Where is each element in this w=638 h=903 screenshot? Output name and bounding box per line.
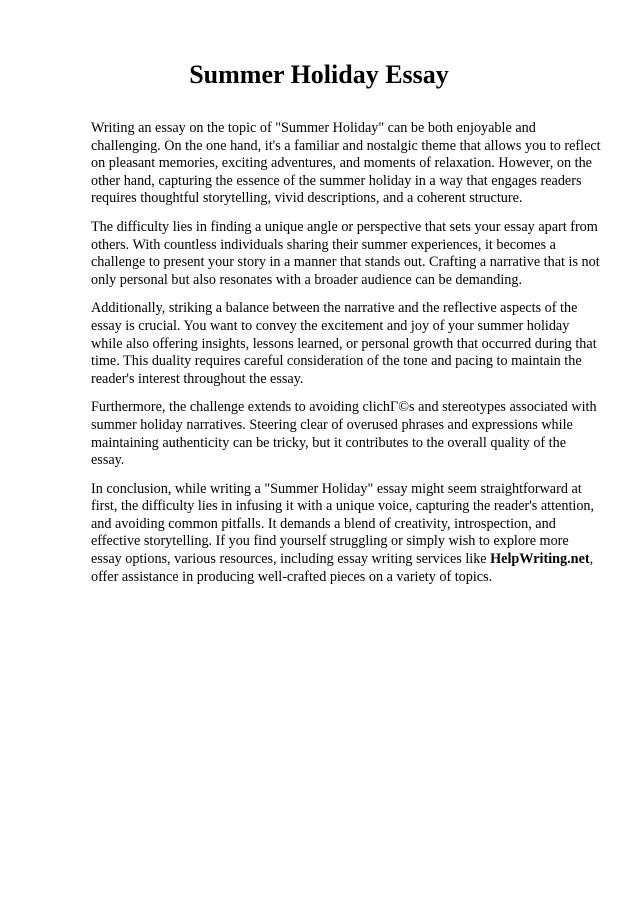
conclusion-text-after: , offer assistance in producing well-crafted pieces on a variety of topics. (91, 551, 594, 585)
paragraph-conclusion (91, 481, 601, 587)
conclusion-text-before: In conclusion, while writing a "Summer Holiday" essay might seem straightforward at first, the difficulty lies in infusing it with a unique voice, capturing the reader's attention, and avoiding common pitfalls. It demands a blend of creativity, introspection, and effective storytelling. If you find yourself struggling or simply wish to explore more essay options, various resources, including essay writing services like (91, 480, 595, 568)
helpwriting-link[interactable]: HelpWriting.net (490, 551, 590, 568)
paragraph-3: Additionally, striking a balance between the narrative and the reflective aspects of the essay is crucial. You want to convey the excitement and joy of your summer holiday while also offering insights, lessons learned, or personal growth that occurred during that time. This duality requires careful consideration of the tone and pacing to maintain the reader's interest throughout the essay. (91, 300, 597, 387)
paragraph-4: Furthermore, the challenge extends to avoiding clichΓ©s and stereotypes associated with summer holiday narratives. Steering clear of overused phrases and expressions while maintaining authenticity can be tricky, but it contributes to the overall quality of the essay. (91, 399, 597, 469)
paragraph-1: Writing an essay on the topic of "Summer Holiday" can be both enjoyable and challenging. On the one hand, it's a familiar and nostalgic theme that allows you to reflect on pleasant memories, exciting adventures, and moments of relaxation. However, on the other hand, capturing the essence of the summer holiday in a way that engages readers requires thoughtful storytelling, vivid descriptions, and a coherent structure. (91, 120, 601, 207)
page-title: Summer Holiday Essay (189, 60, 449, 89)
paragraph-2: The difficulty lies in finding a unique angle or perspective that sets your essay apart from others. With countless individuals sharing their summer experiences, it becomes a challenge to present your story in a manner that stands out. Crafting a narrative that is not only personal but also resonates with a broader audience can be demanding. (91, 218, 600, 288)
essay-body (91, 120, 601, 597)
